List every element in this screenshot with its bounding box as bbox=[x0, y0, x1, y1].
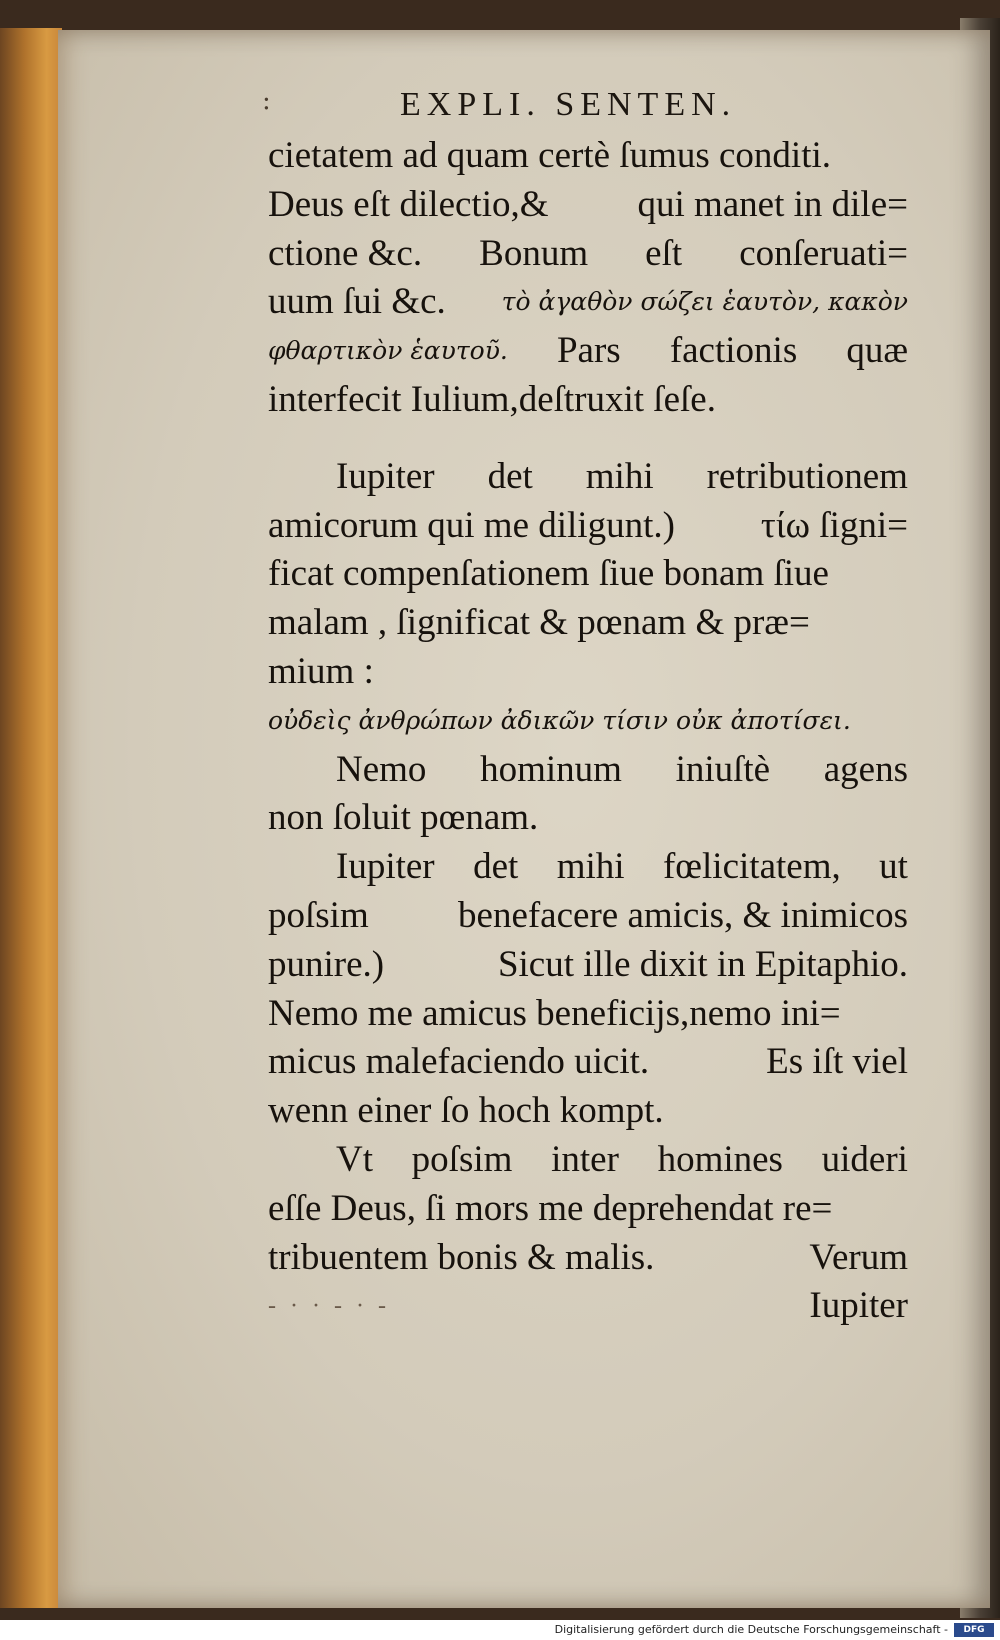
text-segment: interfecit Iulium,deſtruxit ſeſe. bbox=[268, 378, 716, 420]
text-line bbox=[268, 132, 908, 181]
text-line bbox=[268, 327, 908, 376]
text-line bbox=[268, 550, 908, 599]
text-segment: Vt bbox=[336, 1138, 373, 1180]
text-segment: poſsim bbox=[411, 1138, 513, 1180]
catchword-line bbox=[268, 1282, 908, 1331]
text-segment: φθαρτικὸν ἑαυτοῦ. bbox=[268, 336, 508, 366]
text-line bbox=[268, 746, 908, 795]
text-segment: tribuentem bonis & malis. bbox=[268, 1236, 655, 1278]
page-mark: : bbox=[262, 86, 271, 116]
text-segment: cietatem ad quam certè ſumus conditi. bbox=[268, 135, 832, 176]
text-segment: wenn einer ſo hoch kompt. bbox=[268, 1090, 664, 1132]
text-segment: inter bbox=[551, 1138, 619, 1180]
text-segment: τίω ſigni= bbox=[760, 504, 908, 546]
dfg-logo-icon: DFG bbox=[954, 1623, 994, 1637]
text-line bbox=[268, 230, 908, 279]
text-segment: Pars bbox=[556, 330, 621, 372]
text-segment: mihi bbox=[556, 846, 625, 888]
text-segment: uideri bbox=[821, 1138, 908, 1180]
text-segment: quæ bbox=[846, 330, 908, 372]
text-segment: conſeruati= bbox=[739, 232, 908, 274]
footer-bar bbox=[0, 1620, 1000, 1640]
text-segment: Nemo bbox=[336, 748, 427, 790]
text-segment: malam , ſignificat & pœnam & præ= bbox=[268, 602, 810, 644]
text-segment: benefacere amicis, & inimicos bbox=[458, 894, 908, 936]
text-line bbox=[268, 453, 908, 502]
text-segment: οὐδεὶς ἀνθρώπων ἀδικῶν τίσιν οὐκ ἀποτίσει. bbox=[268, 705, 851, 735]
text-line bbox=[268, 1234, 908, 1283]
text-segment: micus malefaciendo uicit. bbox=[268, 1041, 650, 1083]
running-head: EXPLI. SENTEN. bbox=[400, 86, 737, 123]
text-segment: non ſoluit pœnam. bbox=[268, 797, 539, 839]
catchword: Iupiter bbox=[809, 1285, 908, 1327]
paragraph-gap bbox=[268, 425, 908, 453]
text-segment: iniuſtè bbox=[675, 748, 771, 790]
text-line bbox=[268, 648, 908, 697]
book-fore-edge-left bbox=[0, 28, 62, 1608]
text-line bbox=[268, 1087, 908, 1136]
text-segment: hominum bbox=[480, 748, 622, 790]
body-text bbox=[268, 132, 908, 1331]
text-line bbox=[268, 990, 908, 1039]
text-segment: ctione &c. bbox=[268, 232, 423, 274]
text-segment: eſſe Deus, ſi mors me deprehendat re= bbox=[268, 1187, 833, 1229]
text-segment: mihi bbox=[585, 455, 654, 497]
text-segment: poſsim bbox=[268, 894, 369, 936]
text-line bbox=[268, 794, 908, 843]
text-line bbox=[268, 697, 908, 746]
text-segment: Es iſt viel bbox=[766, 1041, 908, 1083]
text-segment: Nemo me amicus beneficijs,nemo ini= bbox=[268, 992, 841, 1034]
catch-dots: - · · - · - bbox=[268, 1293, 390, 1320]
text-segment: Deus eſt dilectio,& bbox=[268, 183, 549, 225]
text-segment: factionis bbox=[669, 330, 798, 372]
text-segment: punire.) bbox=[268, 943, 385, 985]
text-segment: agens bbox=[823, 748, 908, 790]
text-line bbox=[268, 181, 908, 230]
text-segment: uum ſui &c. bbox=[268, 281, 446, 323]
text-line bbox=[268, 502, 908, 551]
text-line bbox=[268, 941, 908, 990]
text-line bbox=[268, 1185, 908, 1234]
text-line bbox=[268, 1136, 908, 1185]
text-segment: τὸ ἀγαθὸν σώζει ἑαυτὸν, κακὸν bbox=[501, 287, 908, 317]
text-segment: det bbox=[487, 455, 533, 497]
text-segment: amicorum qui me diligunt.) bbox=[268, 504, 675, 546]
text-segment: Sicut ille dixit in Epitaphio. bbox=[497, 943, 908, 985]
text-line bbox=[268, 599, 908, 648]
text-line bbox=[268, 843, 908, 892]
text-segment: retributionem bbox=[706, 455, 908, 497]
text-segment: Iupiter bbox=[336, 846, 435, 888]
text-segment: qui manet in dile= bbox=[637, 183, 908, 225]
text-segment: fœlicitatem, bbox=[662, 846, 841, 888]
text-segment: Iupiter bbox=[336, 455, 435, 497]
text-segment: ut bbox=[879, 846, 908, 888]
text-segment: ficat compenſationem ſiue bonam ſiue bbox=[268, 553, 829, 595]
text-segment: det bbox=[473, 846, 519, 888]
text-segment: Bonum bbox=[479, 232, 589, 274]
text-segment: mium : bbox=[268, 650, 374, 692]
text-line bbox=[268, 892, 908, 941]
text-line bbox=[268, 1038, 908, 1087]
text-line bbox=[268, 376, 908, 425]
text-segment: eſt bbox=[645, 232, 683, 274]
text-segment: Verum bbox=[809, 1236, 908, 1278]
text-line bbox=[268, 278, 908, 327]
text-segment: homines bbox=[657, 1138, 783, 1180]
footer-credit: Digitalisierung gefördert durch die Deutsche Forschungsgemeinschaft - bbox=[554, 1623, 948, 1636]
